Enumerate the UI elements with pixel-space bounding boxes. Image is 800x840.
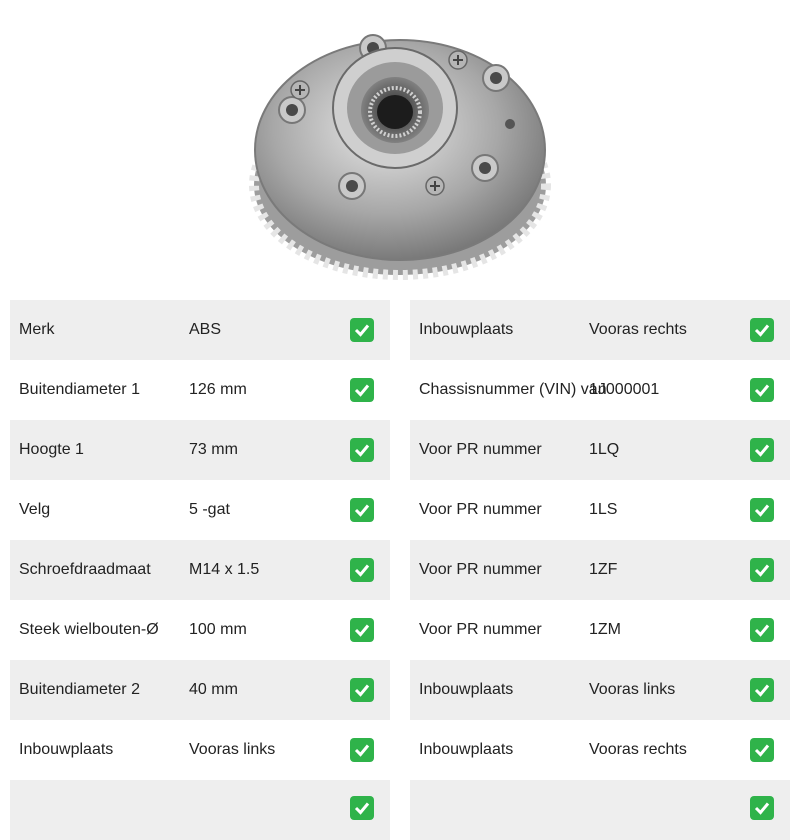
spec-value: 1LS (589, 501, 618, 518)
spec-row (410, 480, 790, 540)
checkmark-icon (350, 438, 374, 462)
spec-label: Steek wielbouten-Ø (19, 621, 159, 638)
spec-value: 126 mm (189, 381, 247, 398)
spec-row (10, 780, 390, 840)
checkmark-icon (750, 378, 774, 402)
spec-row (410, 300, 790, 360)
spec-value: Vooras rechts (589, 321, 687, 338)
spec-value: M14 x 1.5 (189, 561, 260, 578)
spec-label: Voor PR nummer (419, 621, 542, 638)
spec-table-right (410, 300, 790, 840)
spec-row (410, 780, 790, 840)
spec-value: 1ZF (589, 561, 618, 578)
spec-value: Vooras links (189, 741, 276, 758)
checkmark-icon (750, 558, 774, 582)
checkmark-icon (350, 558, 374, 582)
checkmark-icon (350, 738, 374, 762)
checkmark-icon (350, 498, 374, 522)
spec-label: Inbouwplaats (419, 321, 514, 338)
spec-label: Buitendiameter 2 (19, 681, 140, 698)
spec-row (410, 360, 790, 420)
spec-label: Inbouwplaats (419, 681, 514, 698)
spec-label: Buitendiameter 1 (19, 381, 140, 398)
spec-row (10, 300, 390, 360)
spec-label: Voor PR nummer (419, 561, 542, 578)
checkmark-icon (750, 618, 774, 642)
spec-row (410, 420, 790, 480)
spec-label: Inbouwplaats (419, 741, 514, 758)
checkmark-icon (750, 438, 774, 462)
spec-row (10, 660, 390, 720)
spec-label: Velg (19, 501, 51, 518)
spec-value: 100 mm (189, 621, 247, 638)
checkmark-icon (350, 378, 374, 402)
spec-label: Merk (19, 321, 55, 338)
spec-value: 1J000001 (589, 381, 660, 398)
spec-label: Hoogte 1 (19, 441, 84, 458)
spec-row (10, 360, 390, 420)
spec-row (10, 480, 390, 540)
checkmark-icon (750, 678, 774, 702)
checkmark-icon (350, 678, 374, 702)
checkmark-icon (750, 498, 774, 522)
spec-value: Vooras rechts (589, 741, 687, 758)
spec-value: 1LQ (589, 441, 620, 458)
spec-value: 73 mm (189, 441, 238, 458)
spec-value: ABS (189, 321, 222, 338)
spec-row (410, 540, 790, 600)
spec-label: Voor PR nummer (419, 501, 542, 518)
spec-label: Schroefdraadmaat (19, 561, 151, 578)
spec-row (10, 420, 390, 480)
spec-table-left (10, 300, 390, 840)
spec-row (10, 720, 390, 780)
checkmark-icon (750, 318, 774, 342)
spec-row (10, 540, 390, 600)
spec-label: Voor PR nummer (419, 441, 542, 458)
wheel-hub-image (240, 20, 560, 285)
spec-row (410, 660, 790, 720)
spec-label: Inbouwplaats (19, 741, 114, 758)
spec-value: 5 -gat (189, 501, 230, 518)
spec-row (10, 600, 390, 660)
checkmark-icon (350, 618, 374, 642)
spec-value: 1ZM (589, 621, 621, 638)
spec-label: Chassisnummer (VIN) van (419, 381, 607, 398)
checkmark-icon (350, 318, 374, 342)
spec-value: 40 mm (189, 681, 238, 698)
spec-row (410, 600, 790, 660)
spec-row (410, 720, 790, 780)
spec-value: Vooras links (589, 681, 676, 698)
checkmark-icon (750, 738, 774, 762)
